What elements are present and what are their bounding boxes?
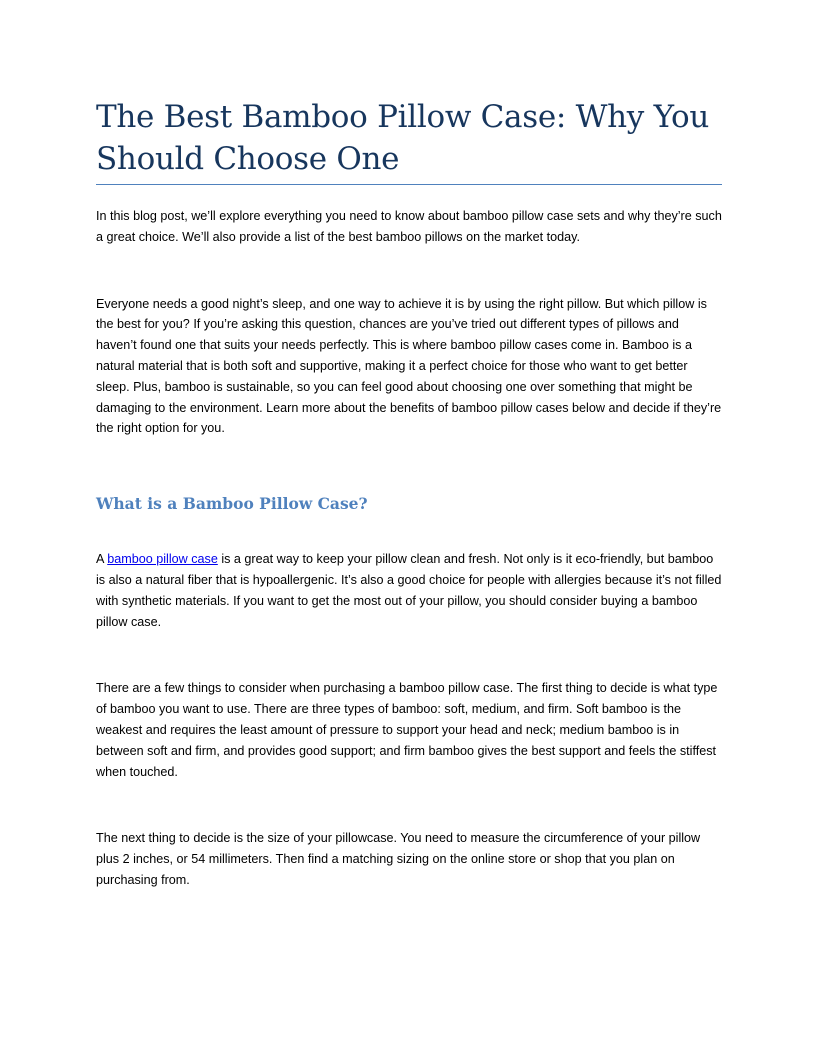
bamboo-pillow-case-link[interactable]: bamboo pillow case [107, 552, 218, 567]
intro-paragraph: In this blog post, we’ll explore everything you need to know about bamboo pillow case sets and why they’re such a great choice. We’ll also provide a list of the best bamboo pillows on the market today. [96, 209, 722, 244]
body-paragraph-2 [96, 549, 722, 632]
section-heading: What is a Bamboo Pillow Case? [96, 494, 368, 514]
body-paragraph-1: Everyone needs a good night’s sleep, and one way to achieve it is by using the right pillow. But which pillow is the best for you? If you’re asking this question, chances are you’ve tried out different types of pillows and haven’t found one that suits your needs perfectly. This is where bamboo pillow cases come in. Bamboo is a natural material that is both soft and supportive, making it a perfect choice for those who want to get better sleep. Plus, bamboo is sustainable, so you can feel good about choosing one over something that might be damaging to the environment. Learn more about the benefits of bamboo pillow cases below and decide if they’re the right option for you. [96, 296, 722, 436]
body-paragraph-3: There are a few things to consider when purchasing a bamboo pillow case. The first thing to decide is what type of bamboo you want to use. There are three types of bamboo: soft, medium, and firm. Soft bamboo is the weakest and requires the least amount of pressure to support your head and neck; medium bamboo is in between soft and firm, and provides good support; and firm bamboo gives the best support and feels the stiffest when touched. [96, 681, 718, 779]
paragraph-2-prefix: A [96, 552, 108, 567]
document-page [96, 96, 722, 891]
paragraph-2-text: is a great way to keep your pillow clean and fresh. Not only is it eco-friendly, but bamboo is also a natural fiber that is hypoallergenic. It’s also a good choice for people with allergies because it’s not filled with synthetic materials. If you want to get the most out of your pillow, you should consider buying a bamboo pillow case. [96, 552, 722, 629]
body-paragraph-4: The next thing to decide is the size of your pillowcase. You need to measure the circumference of your pillow plus 2 inches, or 54 millimeters. Then find a matching sizing on the online store or shop that you plan on purchasing from. [96, 831, 701, 887]
title-underline-rule [96, 184, 722, 185]
page-title: The Best Bamboo Pillow Case: Why You Should Choose One [96, 99, 710, 177]
